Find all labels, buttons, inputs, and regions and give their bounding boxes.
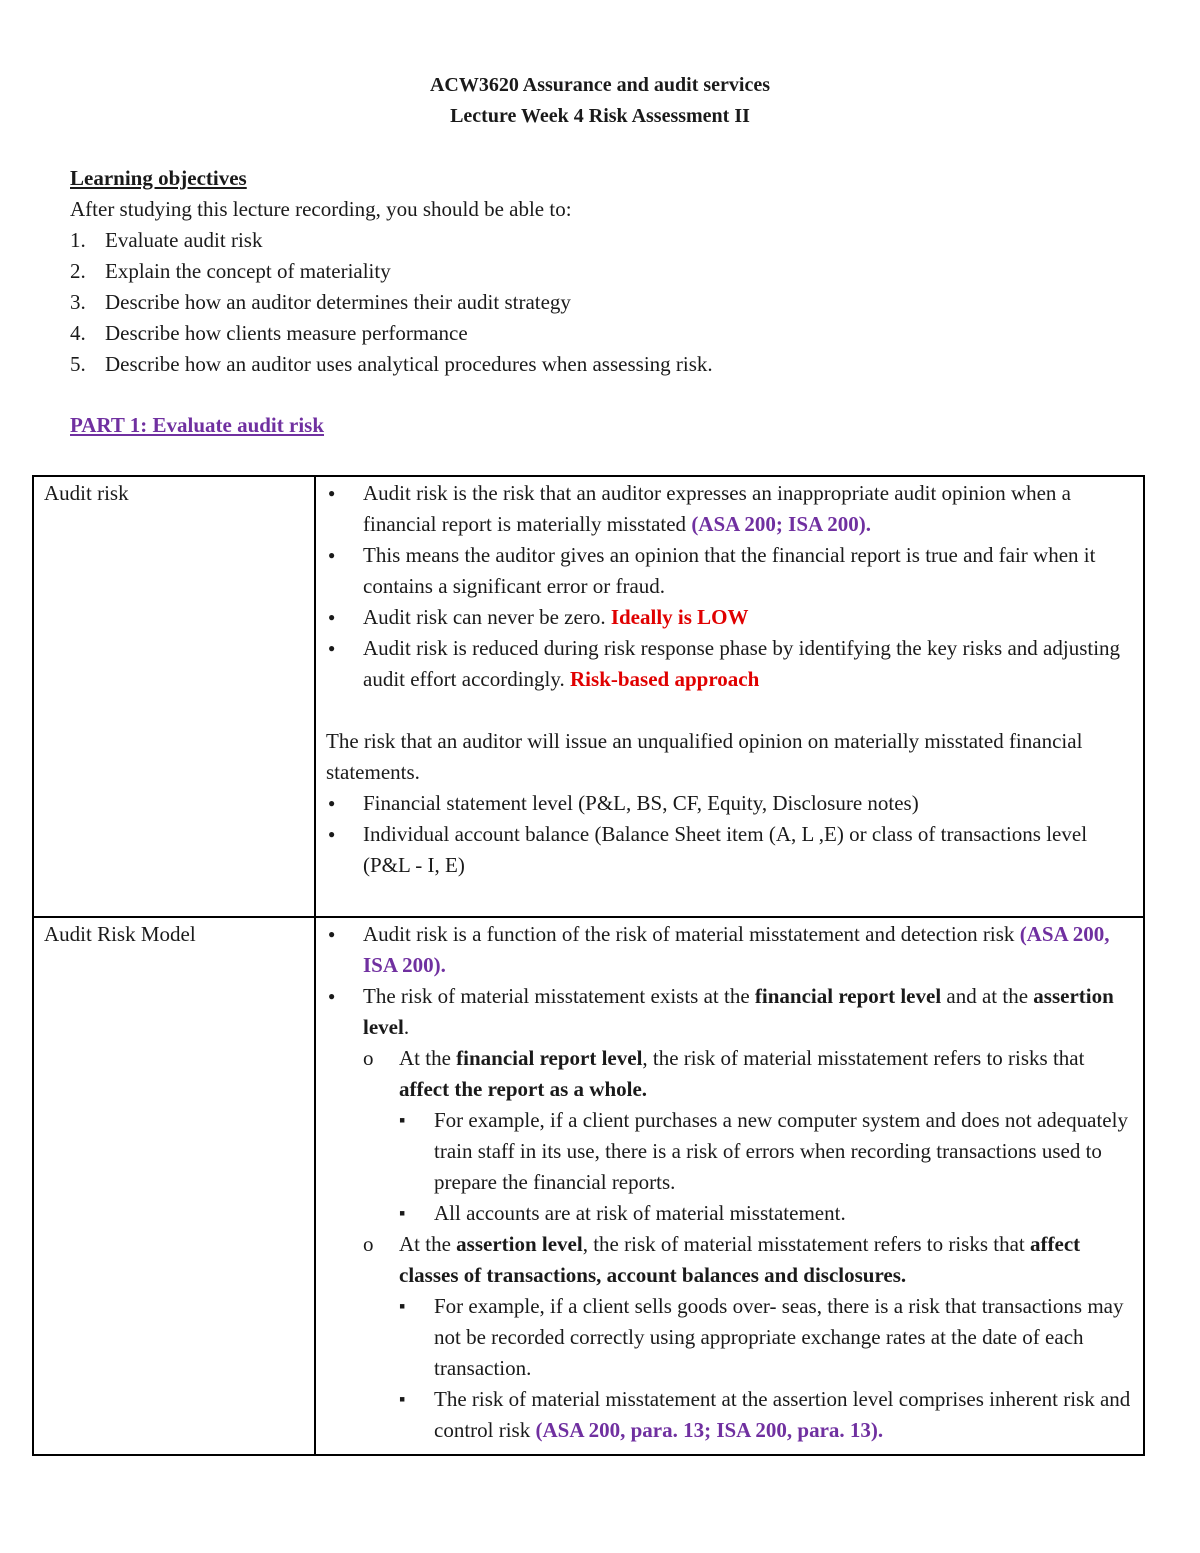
learning-objectives-heading: Learning objectives: [70, 166, 247, 190]
table-row: [33, 476, 1144, 917]
list-item: ● Audit risk is a function of the risk of material misstatement and detection risk (ASA 200, ISA 200).: [326, 919, 1135, 981]
standard-reference: (ASA 200, para. 13; ISA 200, para. 13).: [535, 1418, 884, 1442]
definition-paragraph: The risk that an auditor will issue an unqualified opinion on materially misstated financial statements.: [326, 729, 1083, 784]
list-item: ▪ The risk of material misstatement at the assertion level comprises inherent risk and control risk (ASA 200, para. 13; ISA 200, para. 13).: [399, 1384, 1135, 1446]
list-item: ● Individual account balance (Balance Sheet item (A, L ,E) or class of transactions level (P&L - I, E): [326, 819, 1135, 881]
list-item: o At the financial report level, the risk of material misstatement refers to risks that affect the report as a whole. ▪ For example, if a client purchases a new computer system and does not adequately train staff in its use, there is a risk of errors when recording transactions used to prepare the financial reports. ▪ All accounts are at risk of material misstatement.: [363, 1043, 1135, 1229]
list-item: 5. Describe how an auditor uses analytical procedures when assessing risk.: [70, 352, 713, 376]
list-item: ● Audit risk can never be zero. Ideally is LOW: [326, 602, 1135, 633]
list-item: 1. Evaluate audit risk: [70, 228, 263, 252]
list-item: ● Financial statement level (P&L, BS, CF, Equity, Disclosure notes): [326, 788, 1135, 819]
audit-risk-table: [32, 475, 1145, 1456]
list-item: ▪ All accounts are at risk of material misstatement.: [399, 1198, 1135, 1229]
list-item: 3. Describe how an auditor determines their audit strategy: [70, 290, 571, 314]
list-item: 4. Describe how clients measure performance: [70, 321, 468, 345]
list-item: ● Audit risk is the risk that an auditor expresses an inappropriate audit opinion when a financial report is materially misstated (ASA 200; ISA 200).: [326, 478, 1135, 540]
audit-risk-model-label: Audit Risk Model: [33, 917, 315, 1455]
learning-objectives-intro: After studying this lecture recording, you should be able to:: [70, 197, 572, 221]
emphasis-text: Ideally is LOW: [610, 605, 749, 629]
emphasis-text: Risk-based approach: [570, 667, 760, 691]
standard-reference: (ASA 200, ISA 200).: [363, 922, 1110, 977]
list-item: ● The risk of material misstatement exists at the financial report level and at the assertion level. o At the financial report level, the risk of material misstatement refers to risks that affect the report as a whole. ▪ For example, if a client purchases a new computer system and does not adequately train staff in its use, there is a risk of errors when recording transactions used to prepare the financial reports. ▪ All accounts are at risk of material misstatement. o At the assertion level, the risk of material misstatement refers to risks that affect classes of transactions, account balances and disclosures. ▪ For example, if a client sells goods over- seas, there is a risk that transactions may not be recorded correctly using appropriate exchange rates at the date of each transaction. ▪ The risk of material misstatement at the assertion level comprises inherent risk and control risk (ASA 200, para. 13; ISA 200, para. 13).: [326, 981, 1135, 1446]
table-row: [33, 917, 1144, 1455]
part-1-heading: PART 1: Evaluate audit risk: [70, 413, 325, 437]
list-item: ▪ For example, if a client purchases a new computer system and does not adequately train staff in its use, there is a risk of errors when recording transactions used to prepare the financial reports.: [399, 1105, 1135, 1198]
list-item: o At the assertion level, the risk of material misstatement refers to risks that affect classes of transactions, account balances and disclosures. ▪ For example, if a client sells goods over- seas, there is a risk that transactions may not be recorded correctly using appropriate exchange rates at the date of each transaction. ▪ The risk of material misstatement at the assertion level comprises inherent risk and control risk (ASA 200, para. 13; ISA 200, para. 13).: [363, 1229, 1135, 1446]
audit-risk-content: [315, 476, 1144, 917]
course-title: ACW3620 Assurance and audit services: [429, 74, 770, 96]
learning-objectives-list: [70, 225, 713, 380]
list-item: ● Audit risk is reduced during risk response phase by identifying the key risks and adjusting audit effort accordingly. Risk-based approach: [326, 633, 1135, 695]
list-item: ● This means the auditor gives an opinion that the financial report is true and fair when it contains a significant error or fraud.: [326, 540, 1135, 602]
list-item: ▪ For example, if a client sells goods over- seas, there is a risk that transactions may not be recorded correctly using appropriate exchange rates at the date of each transaction.: [399, 1291, 1135, 1384]
standard-reference: (ASA 200; ISA 200).: [691, 512, 872, 536]
audit-risk-model-content: [315, 917, 1144, 1455]
lecture-title: Lecture Week 4 Risk Assessment II: [450, 105, 750, 127]
list-item: 2. Explain the concept of materiality: [70, 259, 391, 283]
audit-risk-label: Audit risk: [33, 476, 315, 917]
